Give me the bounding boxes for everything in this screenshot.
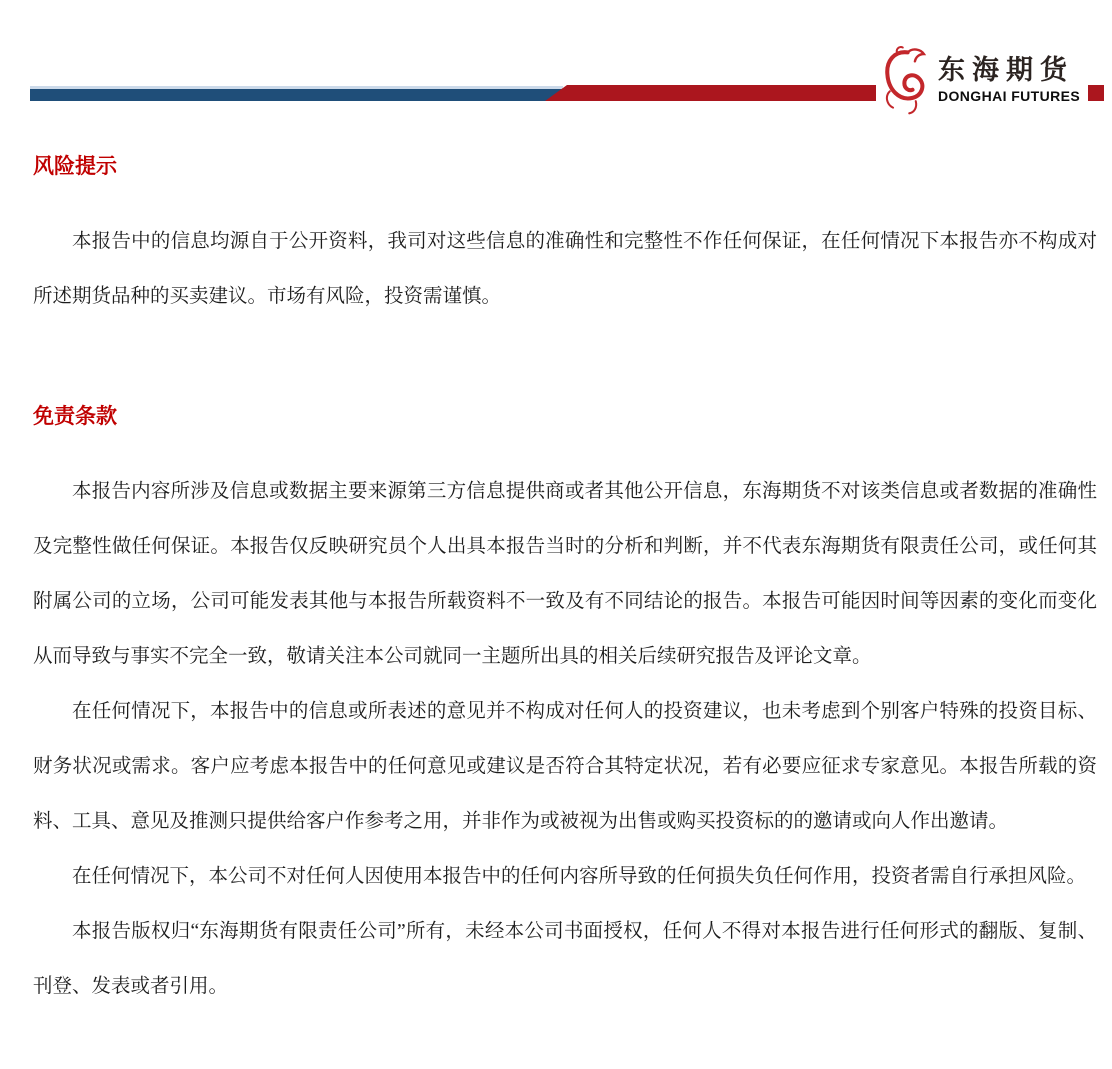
- disclaimer-paragraph-2: 在任何情况下，本报告中的信息或所表述的意见并不构成对任何人的投资建议，也未考虑到个别客户特殊的投资目标、财务状况或需求。客户应考虑本报告中的任何意见或建议是否符合其特定状况，若有必要应征求专家意见。本报告所载的资料、工具、意见及推测只提供给客户作参考之用，并非作为或被视为出售或购买投资标的的邀请或向人作出邀请。: [33, 701, 1097, 832]
- company-name-en: DONGHAI FUTURES: [938, 87, 1081, 104]
- disclaimer-paragraph-4: 本报告版权归“东海期货有限责任公司”所有，未经本公司书面授权，任何人不得对本报告进行任何形式的翻版、复制、刊登、发表或者引用。: [33, 921, 1097, 997]
- company-logo-text: [938, 56, 1086, 104]
- dragon-logo-icon: [880, 44, 932, 116]
- header-rule-blue: [30, 86, 563, 101]
- company-name-cn: 东海期货: [938, 55, 1074, 86]
- section-heading-disclaimer: 免责条款: [33, 404, 117, 428]
- disclaimer-paragraph-1: 本报告内容所涉及信息或数据主要来源第三方信息提供商或者其他公开信息，东海期货不对该类信息或者数据的准确性及完整性做任何保证。本报告仅反映研究员个人出具本报告当时的分析和判断，并不代表东海期货有限责任公司，或任何其附属公司的立场，公司可能发表其他与本报告所载资料不一致及有不同结论的报告。本报告可能因时间等因素的变化而变化从而导致与事实不完全一致，敬请关注本公司就同一主题所出具的相关后续研究报告及评论文章。: [33, 481, 1097, 667]
- company-logo: [876, 40, 1088, 122]
- section-heading-risk-warning: 风险提示: [33, 154, 117, 178]
- risk-warning-paragraph: 本报告中的信息均源自于公开资料，我司对这些信息的准确性和完整性不作任何保证，在任何情况下本报告亦不构成对所述期货品种的买卖建议。市场有风险，投资需谨慎。: [33, 231, 1097, 307]
- disclaimer-paragraph-3: 在任何情况下，本公司不对任何人因使用本报告中的任何内容所导致的任何损失负任何作用，投资者需自行承担风险。: [72, 866, 1087, 887]
